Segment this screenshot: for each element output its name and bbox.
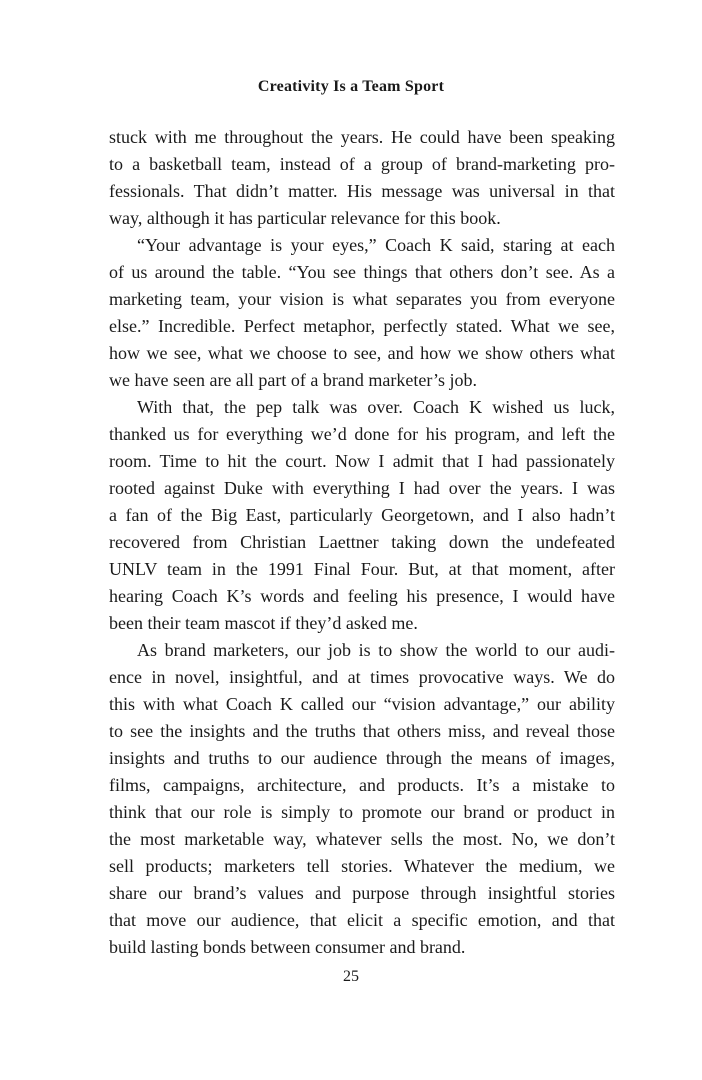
text-line: hearing Coach K’s words and feeling his presence, I would have (109, 586, 615, 606)
text-line: With that, the pep talk was over. Coach K wished us luck, (137, 397, 615, 417)
text-line: the most marketable way, whatever sells the most. No, we don’t (109, 829, 615, 849)
text-line: recovered from Christian Laettner taking down the undefeated (109, 532, 615, 552)
text-line: fessionals. That didn’t matter. His message was universal in that (109, 181, 615, 201)
text-line: insights and truths to our audience through the means of images, (109, 748, 615, 768)
text-line: rooted against Duke with everything I had over the years. I was (109, 478, 615, 498)
text-line: marketing team, your vision is what separates you from everyone (109, 289, 615, 309)
text-line: films, campaigns, architecture, and products. It’s a mistake to (109, 775, 615, 795)
text-line: way, although it has particular relevance for this book. (109, 208, 501, 228)
text-line: sell products; marketers tell stories. Whatever the medium, we (109, 856, 615, 876)
text-line: thanked us for everything we’d done for his program, and left the (109, 424, 615, 444)
text-line: a fan of the Big East, particularly Georgetown, and I also hadn’t (109, 505, 615, 525)
text-line: that move our audience, that elicit a specific emotion, and that (109, 910, 615, 930)
page-number: 25 (343, 968, 359, 985)
text-line: think that our role is simply to promote our brand or product in (109, 802, 615, 822)
text-line: this with what Coach K called our “vision advantage,” our ability (109, 694, 615, 714)
text-line: to a basketball team, instead of a group of brand-marketing pro- (109, 154, 615, 174)
running-head: Creativity Is a Team Sport (257, 78, 445, 95)
text-line: stuck with me throughout the years. He could have been speaking (109, 127, 615, 147)
text-line: share our brand’s values and purpose through insightful stories (109, 883, 615, 903)
body-text (109, 124, 615, 961)
text-line: how we see, what we choose to see, and how we show others what (109, 343, 615, 363)
text-line: been their team mascot if they’d asked me. (109, 613, 418, 633)
text-line: we have seen are all part of a brand marketer’s job. (109, 370, 477, 390)
text-line: to see the insights and the truths that others miss, and reveal those (109, 721, 615, 741)
text-line: build lasting bonds between consumer and brand. (109, 937, 466, 957)
text-line: ence in novel, insightful, and at times provocative ways. We do (109, 667, 615, 687)
text-line: room. Time to hit the court. Now I admit that I had passionately (109, 451, 615, 471)
text-line: else.” Incredible. Perfect metaphor, perfectly stated. What we see, (109, 316, 615, 336)
text-line: “Your advantage is your eyes,” Coach K said, staring at each (137, 235, 615, 255)
text-line: of us around the table. “You see things that others don’t see. As a (109, 262, 615, 282)
text-line: UNLV team in the 1991 Final Four. But, at that moment, after (109, 559, 615, 579)
text-line: As brand marketers, our job is to show the world to our audi- (137, 640, 615, 660)
